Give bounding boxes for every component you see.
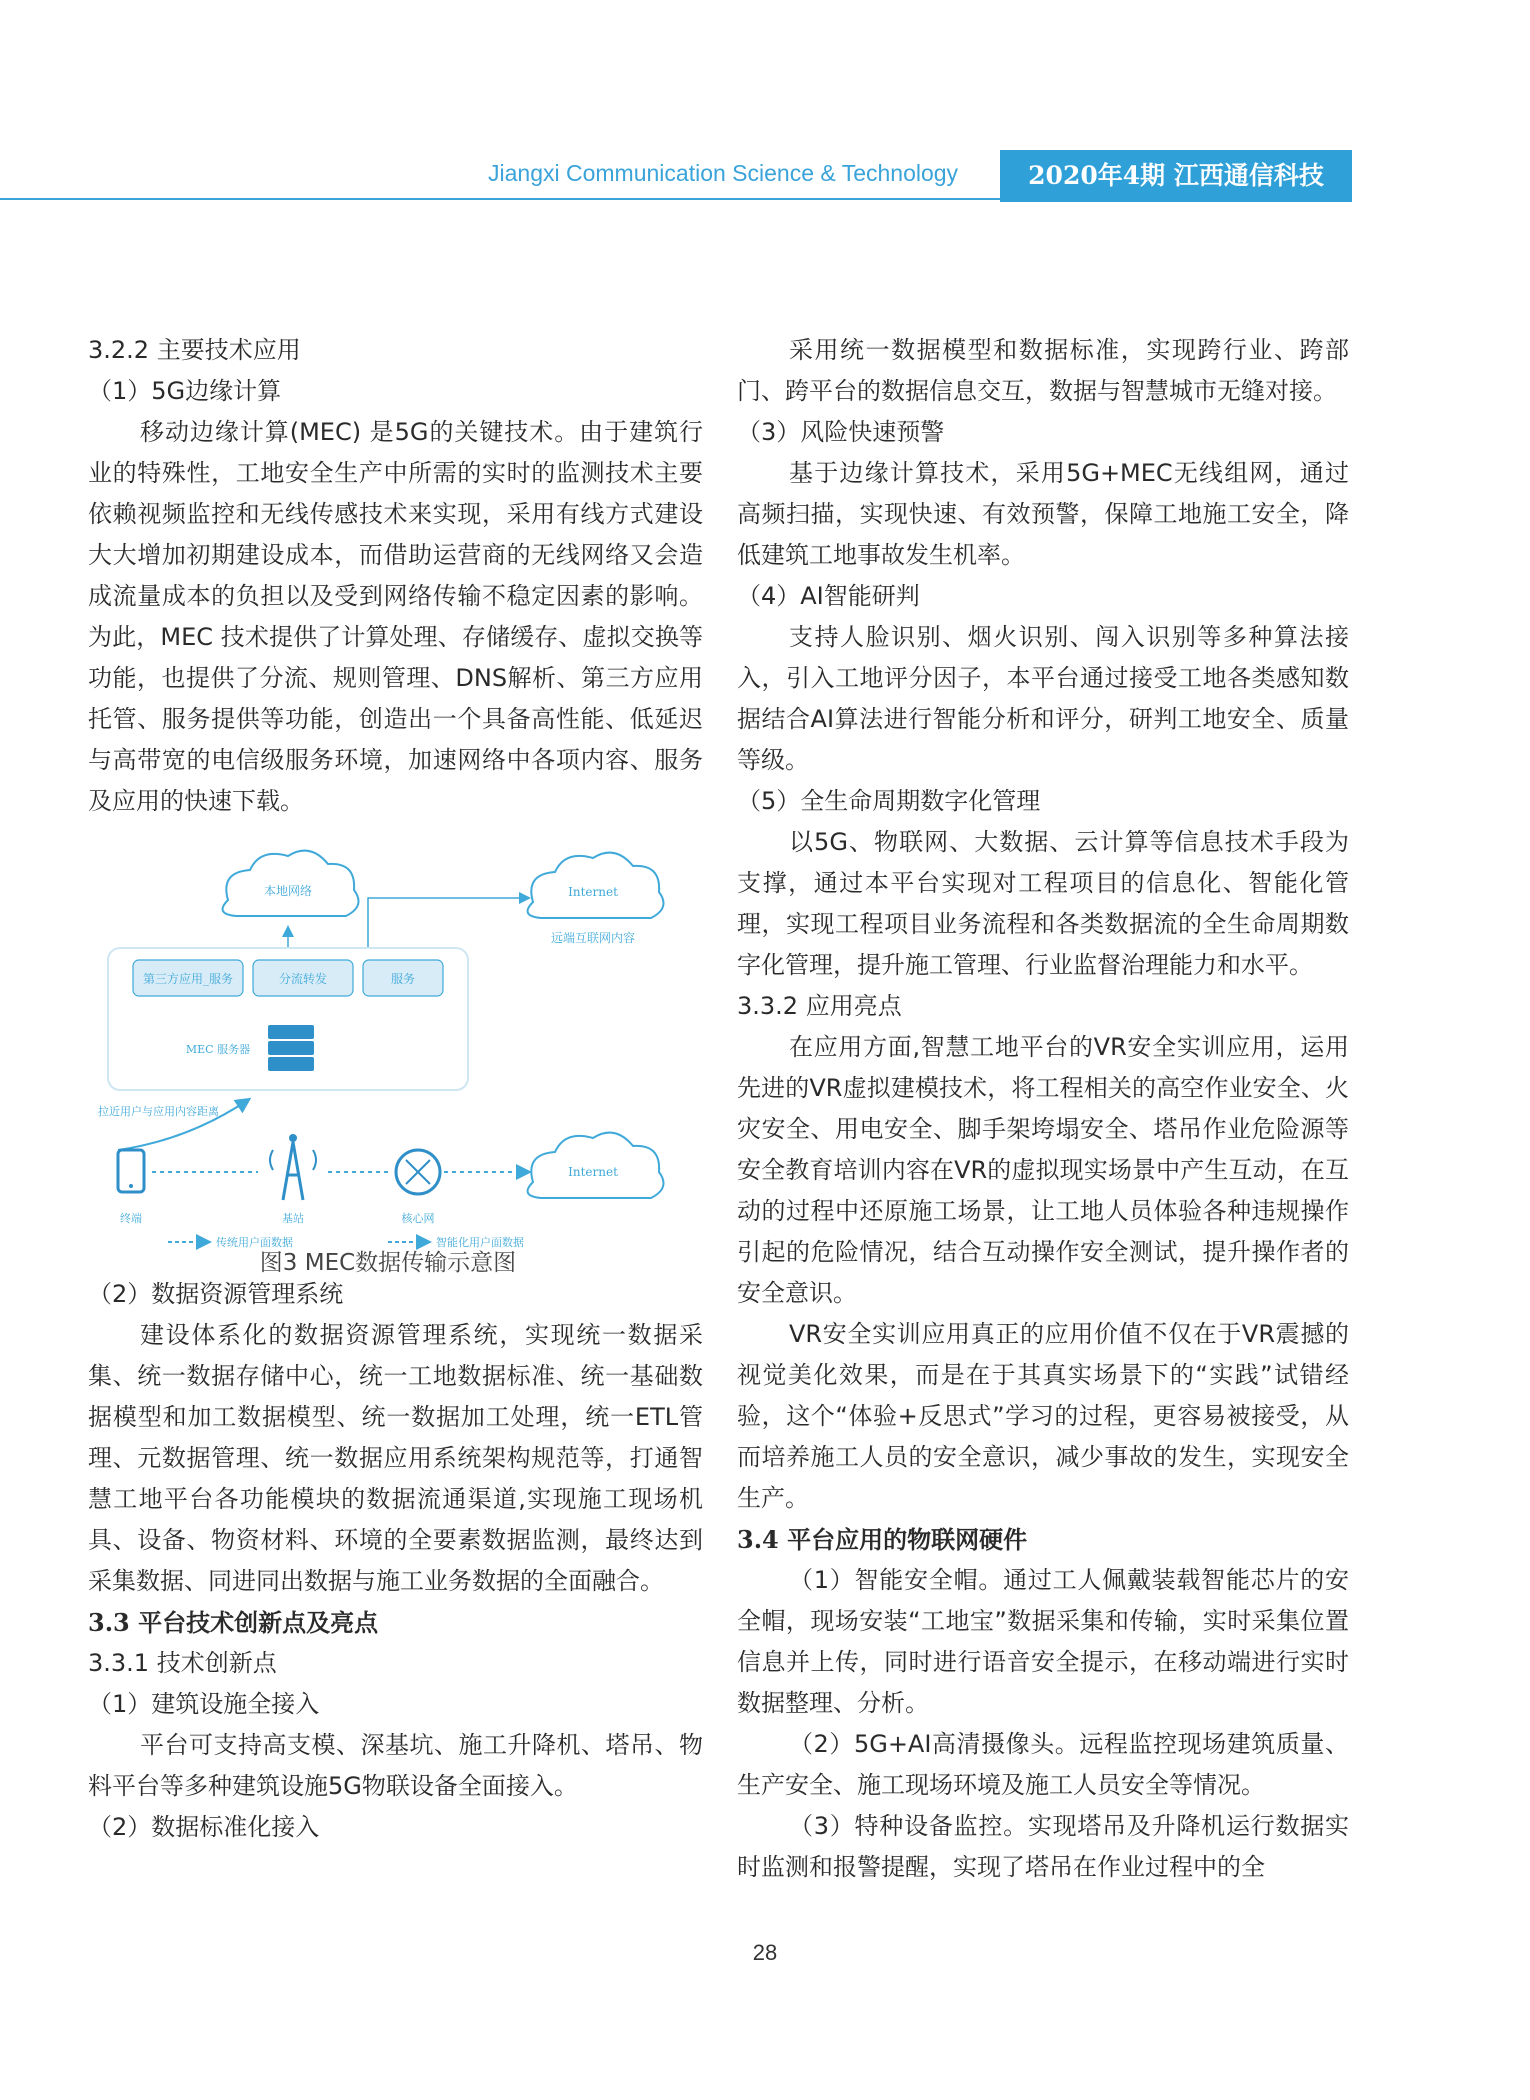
legend-traditional: 传统用户面数据 [216,1236,293,1249]
cloud-internet-top-label: Internet [568,885,618,899]
left-column [88,330,703,1848]
item-title: （4）AI智能研判 [737,582,920,610]
section-heading: 3.4 平台应用的物联网硬件 [737,1525,1028,1554]
paragraph: 平台可支持高支模、深基坑、施工升降机、塔吊、物料平台等多种建筑设施5G物联设备全面接入。 [88,1731,703,1800]
server-icon [268,1025,314,1071]
phone-icon [118,1150,144,1192]
header-rule [0,198,1000,200]
page-number: 28 [752,1940,778,1965]
service-label: 服务 [390,972,416,986]
section-heading: 3.3 平台技术创新点及亮点 [88,1608,379,1637]
cloud-internet-bottom-label: Internet [568,1165,618,1179]
paragraph: （2）5G+AI高清摄像头。远程监控现场建筑质量、生产安全、施工现场环境及施工人员安全等情况。 [737,1730,1349,1799]
legend-smart: 智能化用户面数据 [436,1236,524,1249]
paragraph: 在应用方面,智慧工地平台的VR安全实训应用，运用先进的VR虚拟建模技术，将工程相关的高空作业安全、火灾安全、用电安全、脚手架垮塌安全、塔吊作业危险源等安全教育培训内容在VR的虚拟现实场景中产生互动，在互动的过程中还原施工场景，让工地人员体验各种违规操作引起的危险情况，结合互动操作安全测试，提升操作者的安全意识。 [737,1033,1349,1307]
item-title: （3）风险快速预警 [737,418,945,446]
item-title: （5）全生命周期数字化管理 [737,787,1041,815]
right-column [737,330,1349,1888]
paragraph: 基于边缘计算技术，采用5G+MEC无线组网，通过高频扫描，实现快速、有效预警，保障工地施工安全，降低建筑工地事故发生机率。 [737,459,1349,569]
item-title: （1）5G边缘计算 [88,377,282,405]
item-title: （2）数据资源管理系统 [88,1280,344,1308]
shorten-distance-label: 拉近用户与应用内容距离 [98,1105,219,1118]
paragraph: 建设体系化的数据资源管理系统，实现统一数据采集、统一数据存储中心，统一工地数据标准、统一基础数据模型和加工数据模型、统一数据加工处理，统一ETL管理、元数据管理、统一数据应用系统架构规范等，打通智慧工地平台各功能模块的数据流通渠道,实现施工现场机具、设备、物资材料、环境的全要素数据监测，最终达到采集数据、同进同出数据与施工业务数据的全面融合。 [88,1321,703,1595]
item-title: （2）数据标准化接入 [88,1813,320,1841]
mec-diagram-svg [88,830,688,1249]
paragraph: （1）智能安全帽。通过工人佩戴装载智能芯片的安全帽，现场安装“工地宝”数据采集和传输，实时采集位置信息并上传，同时进行语音安全提示，在移动端进行实时数据整理、分析。 [737,1566,1349,1717]
remote-content-label: 远端互联网内容 [550,931,636,945]
issue-banner: 2020年4期 江西通信科技 [1000,150,1352,202]
cloud-local-label: 本地网络 [263,884,313,898]
subsection-heading: 3.3.1 技术创新点 [88,1649,277,1677]
paragraph: 以5G、物联网、大数据、云计算等信息技术手段为支撑，通过本平台实现对工程项目的信息化、智能化管理，实现工程项目业务流程和各类数据流的全生命周期数字化管理，提升施工管理、行业监督治理能力和水平。 [737,828,1349,979]
paragraph: VR安全实训应用真正的应用价值不仅在于VR震撼的视觉美化效果，而是在于其真实场景下的“实践”试错经验，这个“体验+反思式”学习的过程，更容易被接受，从而培养施工人员的安全意识，减少事故的发生，实现安全生产。 [737,1320,1349,1512]
base-station-label: 基站 [282,1212,304,1225]
core-network-icon [396,1150,440,1194]
terminal-label: 终端 [120,1212,142,1225]
mec-diagram [88,830,688,1276]
subsection-heading: 3.3.2 应用亮点 [737,992,902,1020]
paragraph: （3）特种设备监控。实现塔吊及升降机运行数据实时监测和报警提醒，实现了塔吊在作业过程中的全 [737,1812,1349,1881]
third-party-label: 第三方应用_服务 [142,972,234,986]
mec-server-label: MEC 服务器 [185,1043,251,1056]
section-heading: 3.2.2 主要技术应用 [88,336,301,364]
offload-label: 分流转发 [278,972,328,986]
tower-icon [270,1134,316,1200]
core-network-label: 核心网 [401,1212,435,1225]
figure-caption: 图3 MEC数据传输示意图 [259,1250,517,1276]
paragraph: 采用统一数据模型和数据标准，实现跨行业、跨部门、跨平台的数据信息交互，数据与智慧城市无缝对接。 [737,336,1349,405]
paragraph: 支持人脸识别、烟火识别、闯入识别等多种算法接入，引入工地评分因子，本平台通过接受工地各类感知数据结合AI算法进行智能分析和评分，研判工地安全、质量等级。 [737,623,1349,774]
journal-name-en: Jiangxi Communication Science & Technology [488,160,959,186]
item-title: （1）建筑设施全接入 [88,1690,320,1718]
paragraph: 移动边缘计算(MEC) 是5G的关键技术。由于建筑行业的特殊性，工地安全生产中所需的实时的监测技术主要依赖视频监控和无线传感技术来实现，采用有线方式建设大大增加初期建设成本，而借助运营商的无线网络又会造成流量成本的负担以及受到网络传输不稳定因素的影响。为此，MEC 技术提供了计算处理、存储缓存、虚拟交换等功能，也提供了分流、规则管理、DNS解析、第三方应用托管、服务提供等功能，创造出一个具备高性能、低延迟与高带宽的电信级服务环境，加速网络中各项内容、服务及应用的快速下载。 [88,418,703,815]
